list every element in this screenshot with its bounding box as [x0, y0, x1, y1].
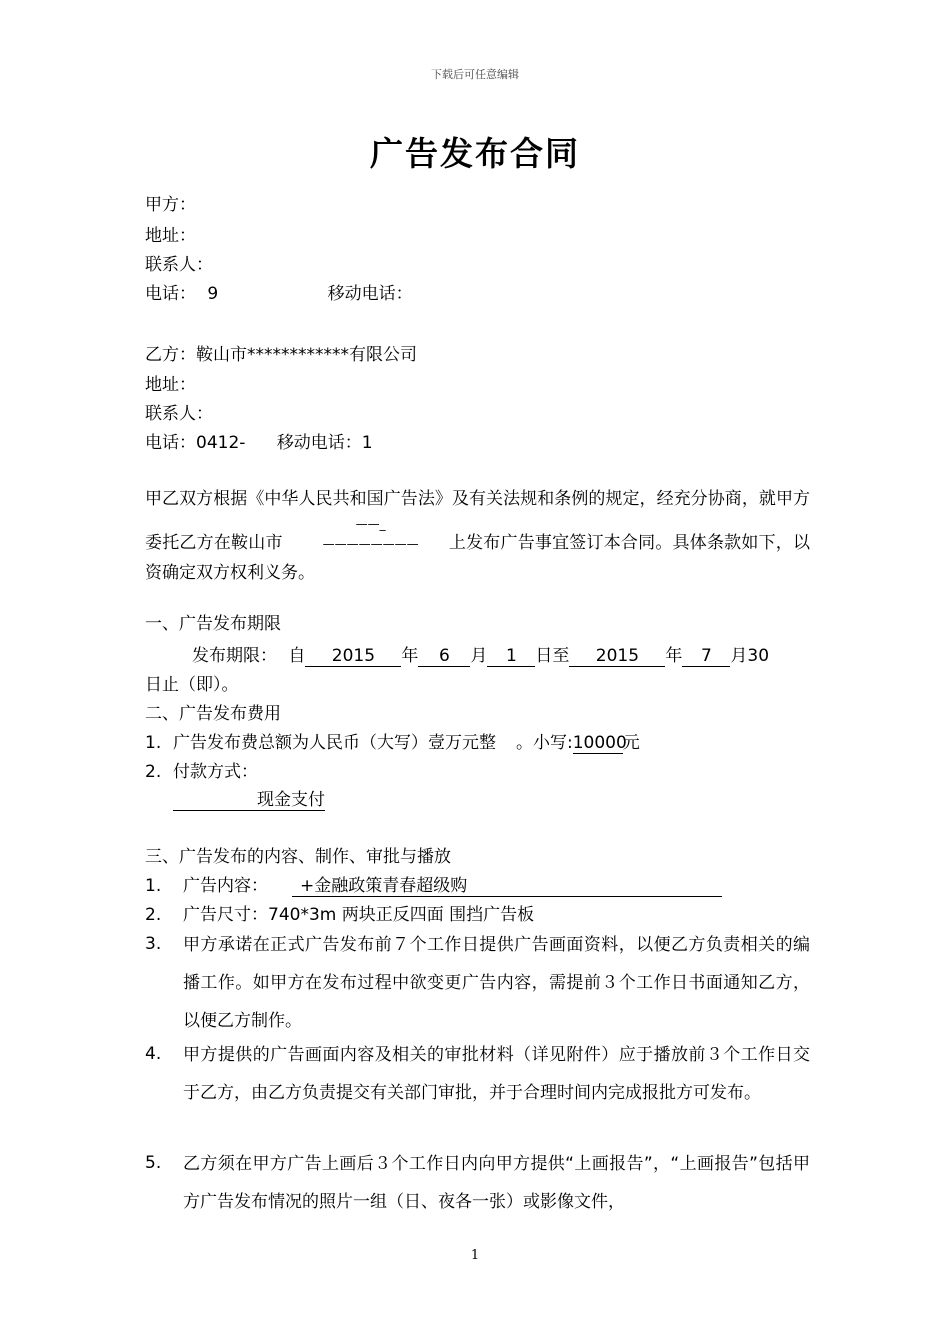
party-b-address: 地址： — [145, 375, 196, 395]
fee-unit: 元 — [622, 733, 640, 753]
section-1-heading: 一、广告发布期限 — [145, 614, 281, 634]
party-a-address: 地址： — [145, 226, 196, 246]
party-a-mobile-label: 移动电话： — [327, 284, 413, 304]
clause-5 — [145, 1145, 810, 1221]
party-a-phone-value: 9 — [207, 284, 219, 304]
party-a-phone-label: 电话： — [145, 284, 196, 304]
clause-5-text: 乙方须在甲方广告上画后３个工作日内向甲方提供“上画报告”，“上画报告”包括甲方广告发布情况的照片一组（日、夜各一张）或影像文件， — [183, 1154, 810, 1212]
start-day: 1 — [487, 646, 535, 667]
year-label-2: 年 — [665, 646, 683, 666]
fee-item-number: 1. — [145, 733, 162, 753]
intro-location-blank: ——_———————— — [322, 517, 419, 551]
party-b-mobile: 移动电话：1 — [276, 433, 373, 453]
clause-4-number: 4. — [145, 1044, 162, 1064]
day-label-1: 日至 — [535, 646, 570, 666]
header-note: 下载后可任意编辑 — [431, 68, 519, 81]
payment-label: 付款方式： — [173, 762, 258, 782]
fee-line — [145, 732, 640, 754]
payment-line — [145, 761, 258, 783]
content-item-number: 1. — [145, 876, 162, 896]
period-tail: 日止（即）。 — [145, 675, 239, 695]
clause-3 — [145, 926, 810, 1040]
party-a-label: 甲方： — [145, 195, 196, 215]
intro-paragraph — [145, 484, 810, 588]
month-label-1: 月 — [470, 646, 488, 666]
content-value-text: +金融政策青春超级购 — [300, 876, 468, 896]
period-from: 自 — [288, 646, 306, 666]
party-a-phone-line — [145, 283, 413, 305]
intro-text-2: 上发布广告事宜签订本合同。具体条款如下，以资确定双方权利义务。 — [145, 533, 811, 583]
fee-small-label: 。小写: — [516, 733, 573, 753]
party-b-label: 乙方：鞍山市************有限公司 — [145, 345, 417, 365]
month-label-2: 月 — [730, 646, 748, 666]
section-2-heading: 二、广告发布费用 — [145, 704, 281, 724]
clause-4 — [145, 1036, 810, 1112]
end-month: 7 — [682, 646, 730, 667]
year-label-1: 年 — [401, 646, 419, 666]
clause-5-number: 5. — [145, 1153, 162, 1173]
start-month: 6 — [418, 646, 470, 667]
payment-method: 现金支付 — [173, 790, 325, 811]
party-b-phone: 电话：0412- — [145, 433, 246, 453]
content-line — [145, 875, 722, 897]
end-day: 30 — [747, 646, 770, 666]
party-a-contact: 联系人： — [145, 255, 213, 275]
start-year: 2015 — [305, 646, 401, 667]
document-title: 广告发布合同 — [370, 134, 580, 173]
size-item-number: 2. — [145, 905, 162, 925]
payment-item-number: 2. — [145, 762, 162, 782]
section-3-heading: 三、广告发布的内容、制作、审批与播放 — [145, 847, 451, 867]
intro-text-1: 甲乙双方根据《中华人民共和国广告法》及有关法规和条例的规定，经充分协商，就甲方委托乙方在鞍山市 — [145, 489, 810, 553]
clause-4-text: 甲方提供的广告画面内容及相关的审批材料（详见附件）应于播放前３个工作日交于乙方，由乙方负责提交有关部门审批，并于合理时间内完成报批方可发布。 — [183, 1045, 810, 1103]
payment-method-line — [173, 789, 325, 811]
end-year: 2015 — [569, 646, 665, 667]
period-label: 发布期限： — [192, 646, 277, 666]
content-label: 广告内容： — [183, 876, 268, 896]
size-text: 广告尺寸：740*3m 两块正反四面 围挡广告板 — [183, 905, 535, 925]
size-line — [145, 904, 534, 926]
clause-3-number: 3. — [145, 934, 162, 954]
party-b-contact: 联系人： — [145, 404, 213, 424]
period-line — [192, 645, 769, 667]
party-b-phone-line — [145, 432, 373, 454]
clause-3-text: 甲方承诺在正式广告发布前７个工作日提供广告画面资料，以便乙方负责相关的编播工作。如甲方在发布过程中欲变更广告内容，需提前３个工作日书面通知乙方，以便乙方制作。 — [183, 935, 810, 1031]
fee-text: 广告发布费总额为人民币（大写）壹万元整 — [173, 733, 496, 753]
fee-amount: 10000 — [572, 733, 627, 753]
content-value — [292, 876, 722, 897]
page-number: 1 — [470, 1248, 480, 1263]
